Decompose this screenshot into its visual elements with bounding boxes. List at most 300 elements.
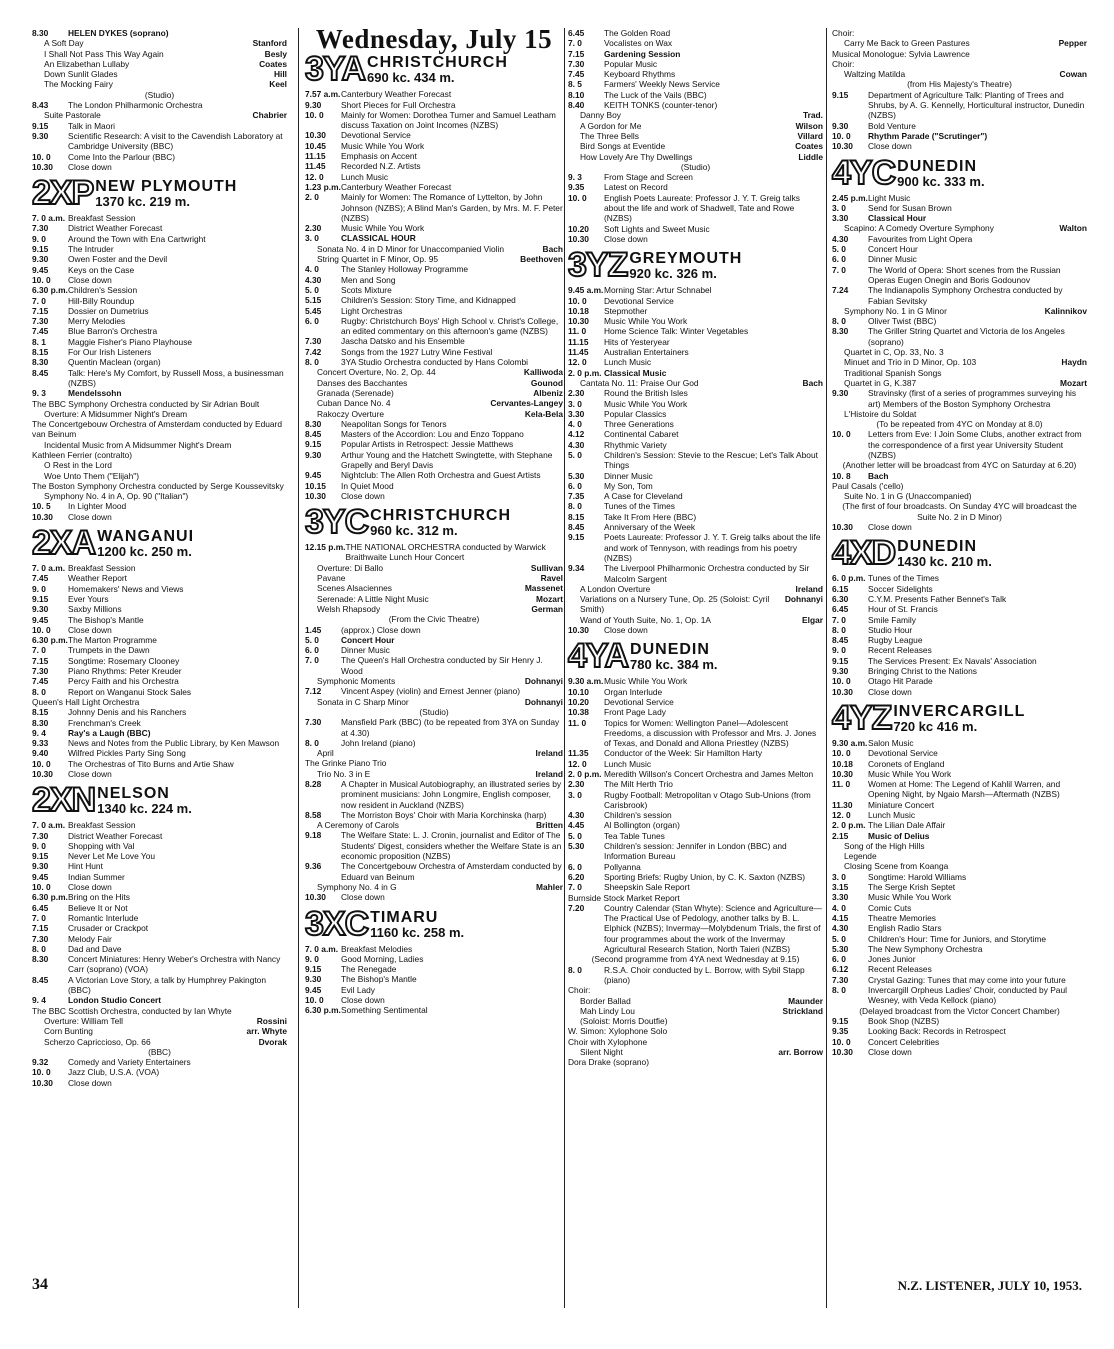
programme-title: Front Page Lady [604,707,666,718]
programme-item [832,944,1087,954]
programme-title: Invercargill Orpheus Ladies' Choir, conducted by Paul Wesney, with Veda Kellock (piano) [868,985,1067,1006]
programme-title: Believe It or Not [68,902,128,913]
programme-title: Choir with Xylophone [568,1036,648,1047]
programme-title: Bring on the Hits [68,892,130,903]
programme-item [305,141,563,151]
programme-item [32,399,287,409]
schedule [568,285,823,635]
programme-time: 9.35 [832,1026,849,1037]
station-city: WANGANUI [97,528,195,546]
programme-title: Send for Susan Brown [868,202,952,213]
programme-item [832,903,1087,913]
programme-item [305,861,563,882]
composer: Coates [259,58,287,69]
programme-piece [305,398,563,408]
station-header [305,503,563,542]
programme-title: The Marton Programme [68,635,157,646]
programme-title: Quentin Maclean (organ) [68,357,161,368]
programme-time: 8.30 [32,954,49,965]
programme-time: 1.23 p.m. [305,181,341,192]
programme-time: 4.30 [832,923,849,934]
composer: Kalliwoda [523,367,563,378]
programme-time: 7.30 [832,974,849,985]
composer: Stanford [252,38,287,49]
station-frequency: 1340 kc. 224 m. [97,801,192,817]
programme-time: 7. 0 [568,882,582,893]
station-city: DUNEDIN [897,538,978,556]
programme-time: 6. 0 [305,315,319,326]
programme-title: A Case for Cleveland [604,491,683,502]
programme-piece [305,378,563,388]
composer: Bach [802,377,823,388]
piece-title: Waltzing Matilda [844,69,906,80]
programme-time: 11. 0 [568,326,587,337]
programme-item [32,687,287,697]
station-call-sign: 4YC [832,153,896,192]
station-city: INVERCARGILL [893,702,1026,720]
programme-title: Evil Lady [341,984,375,995]
piece-title: A London Overture [580,583,651,594]
programme-item [568,903,823,954]
page-number: 34 [32,1276,48,1293]
composer: Chabrier [252,110,287,121]
programme-piece [305,697,563,707]
programme-title: Popular Music [604,58,658,69]
programme-title: Lunch Music [604,357,652,368]
programme-title: Farmers' Weekly News Service [604,79,720,90]
programme-time: 10.45 [305,140,326,151]
programme-item [305,686,563,696]
programme-item [32,707,287,717]
programme-time: 5. 0 [832,933,846,944]
composer: Coates [795,141,823,152]
programme-item [32,759,287,769]
programme-title: Short Pieces for Full Orchestra [341,99,456,110]
programme-time: 8.30 [305,418,322,429]
programme-time: 9.40 [32,748,49,759]
composer: Ireland [535,768,563,779]
programme-item [305,192,563,223]
programme-title: In Quiet Mood [341,480,394,491]
programme-title: Hint Hunt [68,861,103,872]
programme-piece [568,1006,823,1016]
programme-title: Children's Hour: Time for Juniors, and Storytime [868,933,1047,944]
piece-title: Suite No. 1 in G (Unaccompanied) [844,491,972,502]
programme-piece [32,1026,287,1036]
programme-time: 6.30 p.m. [305,1005,341,1016]
programme-time: 10.10 [568,686,589,697]
programme-item [832,234,1087,244]
programme-item [32,892,287,902]
programme-title: Looking Back: Records in Retrospect [868,1026,1006,1037]
programme-item [832,254,1087,264]
programme-item [832,985,1087,1006]
schedule [305,944,563,1016]
programme-item [832,923,1087,933]
programme-title: Al Bollington (organ) [604,820,680,831]
programme-item [32,635,287,645]
programme-item [305,892,563,902]
piece-title: String Quartet in F Minor, Op. 95 [317,254,439,265]
station-header [568,246,823,285]
programme-time: 7.30 [32,316,49,327]
programme-item [568,59,823,69]
programme-piece [32,471,287,481]
programme-item [32,923,287,933]
programme-title: Music While You Work [604,676,688,687]
programme-item [832,1026,1087,1036]
programme-title: Classical Hour [868,213,927,224]
programme-item [832,193,1087,203]
programme-item [832,779,1087,800]
programme-item [568,522,823,532]
station-city: CHRISTCHURCH [367,54,508,72]
programme-title: Continental Cabaret [604,429,679,440]
station-info [367,52,508,85]
station-frequency: 900 kc. 333 m. [897,173,985,189]
programme-title: Queen's Hall Light Orchestra [32,696,140,707]
programme-title: Classical Music [604,367,667,378]
programme-time: 11.15 [305,151,326,162]
programme-item [32,872,287,882]
programme-item [305,481,563,491]
programme-item [32,573,287,583]
programme-note: (from His Majesty's Theatre) [907,79,1012,90]
programme-title: Rhythm Parade ("Scrutinger") [868,130,988,141]
programme-title: Anniversary of the Week [604,522,696,533]
programme-time: 7.12 [305,686,322,697]
programme-piece [305,594,563,604]
programme-item [305,100,563,110]
programme-title: Mainly for Women: Dorothea Turner and Samuel Leatham discuss Taxation on Joint Incomes (NZBS) [341,109,556,131]
programme-item [32,563,287,573]
programme-piece [305,563,563,573]
programme-time: 9. 3 [568,172,582,183]
programme-item [568,388,823,398]
piece-title: Serenade: A Little Night Music [317,593,429,604]
station-call-sign: 3YZ [568,246,628,285]
programme-item [832,584,1087,594]
programme-title: The Luck of the Vails (BBC) [604,89,707,100]
piece-title: I Shall Not Pass This Way Again [44,48,164,59]
composer: Walton [1059,223,1087,234]
programme-piece [832,69,1087,79]
programme-time: 6. 0 [568,861,582,872]
piece-title: The Three Bells [580,130,639,141]
programme-time: 9. 4 [32,727,46,738]
programme-time: 6.15 [832,583,849,594]
composer: Elgar [802,614,823,625]
programme-item [832,1037,1087,1047]
programme-item [568,748,823,758]
programme-item [32,584,287,594]
programme-item [832,604,1087,614]
programme-title: Latest on Record [604,182,668,193]
station-call-sign: 3YC [305,503,369,542]
programme-item [568,882,823,892]
programme-title: Breakfast Session [68,563,136,574]
station-info [97,783,192,816]
programme-time: 2.15 [832,830,849,841]
programme-item [305,89,563,99]
programme-item [32,645,287,655]
programme-time: 10. 5 [32,501,51,512]
programme-time: 8.30 [32,357,49,368]
programme-time: 10. 0 [832,429,851,440]
programme-item [568,79,823,89]
composer: Cervantes-Langey [490,398,563,409]
composer: Mozart [1060,377,1087,388]
piece-title: Minuet and Trio in D Minor, Op. 103 [844,357,977,368]
programme-time: 9.36 [305,861,322,872]
station-call-sign: 3XC [305,904,369,943]
station-frequency: 920 kc. 326 m. [629,266,717,282]
programme-title: Otago Hit Parade [868,676,933,687]
piece-title: An Elizabethan Lullaby [44,58,130,69]
programme-item [32,254,287,264]
programme-time: 9.30 [305,974,322,985]
programme-piece [568,152,823,162]
programme-piece [305,244,563,254]
programme-title: Gardening Session [604,48,681,59]
programme-piece [568,131,823,141]
station-info [95,176,237,209]
programme-item [568,182,823,192]
station-frequency: 960 kc. 312 m. [370,523,458,539]
programme-time: 10. 0 [832,130,851,141]
composer: German [531,603,563,614]
composer: Kela-Bela [524,408,563,419]
programme-item [305,645,563,655]
programme-time: 9.30 a.m. [568,676,604,687]
programme-item [305,306,563,316]
programme-title: Stepmother [604,305,648,316]
programme-time: 7.57 a.m. [305,89,341,100]
programme-title: Light Orchestras [341,305,403,316]
programme-time: 9. 4 [32,995,46,1006]
programme-title: Round the British Isles [604,388,688,399]
programme-title: Trumpets in the Dawn [68,645,150,656]
programme-time: 9.45 [32,614,49,625]
programme-item [568,471,823,481]
programme-title: Smile Family [868,614,916,625]
piece-title: Song of the High Hills [844,840,925,851]
programme-item [32,995,287,1005]
programme-title: Close down [341,995,385,1006]
programme-title: Mansfield Park (BBC) (to be repeated from 3YA on Sunday at 4.30) [341,717,560,738]
programme-piece [32,69,287,79]
programme-time: 2.30 [568,388,585,399]
programme-title: Rhythmic Variety [604,439,667,450]
programme-item [832,141,1087,151]
station-frequency: 720 kc 416 m. [893,718,978,734]
programme-time: 4.15 [832,912,849,923]
programme-time: 2.30 [305,223,322,234]
programme-time: 5.30 [568,841,585,852]
programme-item [305,954,563,964]
programme-title: The BBC Scottish Orchestra, conducted by Ian Whyte [32,1005,232,1016]
programme-title: Something Sentimental [341,1005,428,1016]
piece-title: Overture: A Midsummer Night's Dream [44,408,188,419]
programme-item [32,615,287,625]
programme-title: Shopping with Val [68,840,135,851]
programme-time: 2.45 p.m. [832,192,868,203]
programme-title: Comic Cuts [868,902,912,913]
programme-time: 9. 0 [32,233,46,244]
programme-title: Burnside Stock Market Report [568,892,680,903]
programme-time: 7.30 [32,666,49,677]
programme-item [305,779,563,810]
programme-title: Miniature Concert [868,799,935,810]
programme-title: Music While You Work [341,140,425,151]
programme-piece [305,769,563,779]
programme-title: The Welfare State: L. J. Cronin, journalist and Editor of The Students' Digest, considers whether the Welfare State is an economic proposition (NZBS) [341,830,562,862]
programme-time: 6.30 p.m. [32,635,68,646]
station-city: DUNEDIN [897,157,978,175]
composer: Albeniz [533,387,563,398]
programme-item [305,151,563,161]
composer: Villard [797,130,823,141]
programme-item [568,820,823,830]
programme-time: 3.30 [568,408,585,419]
programme-piece [832,368,1087,378]
piece-title: A Gordon for Me [580,120,642,131]
programme-item [568,399,823,409]
programme-title: Home Science Talk: Winter Vegetables [604,326,749,337]
programme-title: Recorded N.Z. Artists [341,161,421,172]
programme-title: Johnny Denis and his Ranchers [68,707,187,718]
programme-title: Lunch Music [341,171,389,182]
programme-item [32,1057,287,1067]
programme-item [32,718,287,728]
programme-title: Owen Foster and the Devil [68,254,168,265]
programme-time: 7. 0 [832,264,846,275]
programme-item [832,594,1087,604]
programme-piece [305,254,563,264]
programme-time: 11.45 [568,347,589,358]
programme-time: 6.20 [568,871,585,882]
programme-time: 1.45 [305,624,322,635]
programme-title: English Radio Stars [868,923,942,934]
programme-item [305,830,563,861]
programme-time: 9. 0 [832,645,846,656]
programme-item [568,718,823,749]
station-call-sign: 2XN [32,781,96,820]
programme-title: For Our Irish Listeners [68,347,152,358]
programme-time: 10.18 [568,305,589,316]
programme-item [32,934,287,944]
programme-item [832,1047,1087,1057]
programme-time: 9.15 [32,593,49,604]
programme-time: 10. 0 [832,676,851,687]
piece-title: Scapino: A Comedy Overture Symphony [844,223,994,234]
station-city: DUNEDIN [630,641,710,659]
programme-time: 9.15 [32,851,49,862]
programme-time: 3.30 [832,213,849,224]
programme-time: 10. 0 [32,624,51,635]
programme-item [832,388,1087,409]
programme-item [305,738,563,748]
programme-time: 2. 0 p.m. [832,820,866,831]
programme-title: Dossier on Dumetrius [68,305,149,316]
programme-piece [832,409,1087,419]
programme-time: 5. 0 [305,284,319,295]
programme-time: 8.45 [832,635,849,646]
programme-time: 10.30 [568,316,589,327]
programme-time: 7.15 [32,655,49,666]
programme-item [568,90,823,100]
programme-time: 10.30 [832,1046,853,1057]
programme-time: 7.30 [305,336,322,347]
programme-time: 4. 0 [305,264,319,275]
programme-item [568,1026,823,1036]
programme-time: 11.45 [305,161,326,172]
programme-time: 10.20 [568,223,589,234]
programme-item [305,161,563,171]
programme-title: Organ Interlude [604,686,663,697]
programme-title: The London Philharmonic Orchestra [68,100,203,111]
programme-time: 3. 0 [305,233,319,244]
programme-item [32,676,287,686]
programme-item [32,275,287,285]
piece-title: The Mocking Fairy [44,79,113,90]
programme-title: Children's session: Jennifer in London (BBC) and Information Bureau [604,841,787,862]
station-info [897,156,984,189]
schedule [32,28,287,172]
programme-title: Topics for Women: Wellington Panel—Adolescent Freedoms, a discussion with Professor and Mrs. J. Jones of Texas, and Donald and Allona Priestley (NZBS) [604,717,817,749]
programme-item [305,110,563,131]
programme-time: 10.20 [568,696,589,707]
programme-item [832,820,1087,830]
programme-time: 9.15 [32,120,49,131]
programme-time: 5.30 [568,470,585,481]
composer: Mozart [536,593,563,604]
station-frequency: 780 kc. 384 m. [630,657,718,673]
station-city: TIMARU [370,908,439,926]
programme-note: (Studio) [419,706,449,717]
programme-title: Emphasis on Accent [341,151,417,162]
programme-title: Tunes of the Times [604,501,675,512]
programme-note: (Delayed broadcast from the Victor Concert Chamber) [859,1005,1060,1016]
composer: arr. Borrow [778,1047,823,1058]
programme-time: 12. 0 [305,171,324,182]
programme-item [32,244,287,254]
programme-item [32,831,287,841]
programme-item [832,769,1087,779]
programme-time: 8.15 [32,707,49,718]
programme-time: 7.24 [832,285,849,296]
programme-item [32,501,287,511]
programme-note: (From the Civic Theatre) [388,614,480,625]
programme-title: The Milt Herth Trio [604,779,673,790]
programme-item [32,388,287,398]
programme-time: 3.30 [832,892,849,903]
piece-title: Scherzo Capriccioso, Op. 66 [44,1036,151,1047]
programme-item [832,326,1087,347]
composer: Cowan [1059,69,1087,80]
programme-time: 5.15 [305,295,322,306]
programme-title: Close down [68,769,112,779]
piece-title: Cantata No. 11: Praise Our God [580,377,699,388]
programme-title: 3YA Studio Orchestra conducted by Hans Colombi [341,357,528,368]
programme-item [568,810,823,820]
programme-title: Light Music [868,192,911,203]
programme-title: Theatre Memories [868,912,936,923]
programme-time: 10. 0 [32,882,51,893]
programme-time: 10. 0 [832,1036,851,1047]
programme-item [568,501,823,511]
programme-title: Music While You Work [868,768,952,779]
